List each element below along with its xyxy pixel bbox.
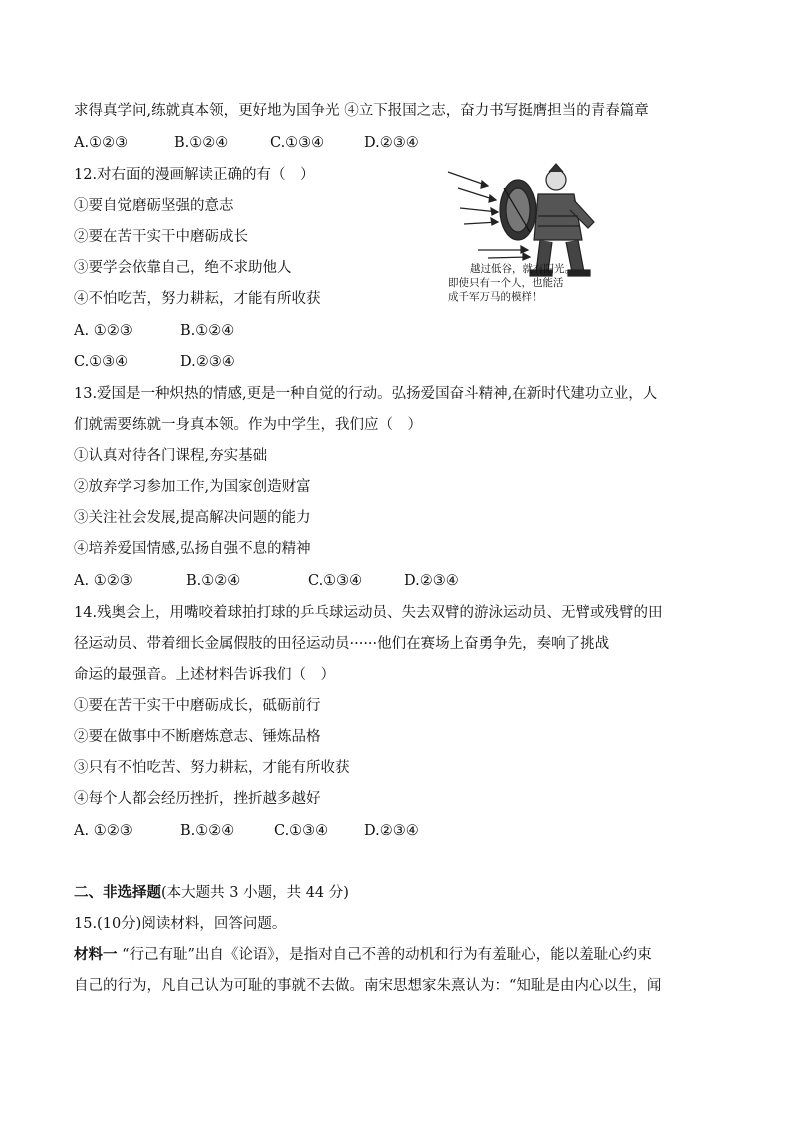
q14-stem: 14.残奥会上，用嘴咬着球拍打球的乒乓球运动员、失去双臂的游泳运动员、无臂或残臂的田 [74,605,663,621]
q14-stem: 径运动员、带着细长金属假肢的田径运动员······他们在赛场上奋勇争先，奏响了挑战 [74,636,610,652]
q13-option-c: C.①③④ [308,573,363,589]
q13-item: ①认真对待各门课程,夯实基础 [74,448,268,464]
q13-options [74,571,459,591]
q12-item: ①要自觉磨砺坚强的意志 [74,198,234,214]
q12-stem: 12.对右面的漫画解读正确的有（ ） [74,167,315,183]
q12-options-row1 [74,321,234,341]
q12-item: ④不怕吃苦，努力耕耘，才能有所收获 [74,291,321,307]
q14-options [74,821,419,841]
q14-item: ①要在苦干实干中磨砺成长，砥砺前行 [74,698,321,714]
q14-item: ②要在做事中不断磨炼意志、锤炼品格 [74,729,321,745]
q14-option-d: D.②③④ [364,823,419,839]
q13-stem: 13.爱国是一种炽热的情感,更是一种自觉的行动。弘扬爱国奋斗精神,在新时代建功立业，人 [74,386,658,402]
section-heading-title: 二、非选择题 [74,884,161,901]
q13-item: ②放弃学习参加工作,为国家创造财富 [74,479,311,495]
q12-item: ③要学会依靠自己，绝不求助他人 [74,260,292,276]
section-heading [74,883,349,903]
q13-item: ④培养爱国情感,弘扬自强不息的精神 [74,541,311,557]
q12-option-c: C.①③④ [74,354,129,370]
q11-option-b: B.①②④ [174,135,229,151]
q11-options [74,133,419,153]
q13-option-b: B.①②④ [186,573,241,589]
q14-option-c: C.①③④ [274,823,329,839]
q14-option-b: B.①②④ [180,823,235,839]
q12-option-b: B.①②④ [180,323,235,339]
q14-item: ③只有不怕吃苦、努力耕耘，才能有所收获 [74,760,350,776]
q13-option-d: D.②③④ [404,573,459,589]
q15-material-text: “行己有耻”出自《论语》，是指对自己不善的动机和行为有羞耻心，能以羞耻心约束 [117,947,652,963]
q15-material-line: 自己的行为，凡自己认为可耻的事就不去做。南宋思想家朱熹认为：“知耻是由内心以生，闻 [74,978,662,994]
q12-option-a: A. ①②③ [74,323,133,339]
q11-tail: 求得真学问,练就真本领，更好地为国争光 ④立下报国之志，奋力书写挺膺担当的青春篇章 [74,103,649,119]
q14-stem: 命运的最强音。上述材料告诉我们（ ） [74,667,335,683]
q12-option-d: D.②③④ [180,354,235,370]
q12-options-row2 [74,352,235,372]
q12-item: ②要在苦干实干中磨砺成长 [74,229,248,245]
q15-stem: 15.(10分)阅读材料，回答问题。 [74,916,287,932]
q14-option-a: A. ①②③ [74,823,133,839]
q11-option-c: C.①③④ [270,135,325,151]
q15-material-label: 材料一 [74,946,118,963]
q13-item: ③关注社会发展,提高解决问题的能力 [74,510,311,526]
q11-option-d: D.②③④ [364,135,419,151]
cartoon-caption-line: 成千军万马的模样！ [448,291,543,303]
q14-item: ④每个人都会经历挫折，挫折越多越好 [74,791,321,807]
q15-material-line [74,945,652,965]
section-heading-note: (本大题共 3 小题，共 44 分) [161,885,349,901]
cartoon-caption-line: 即使只有一个人，也能活 [448,277,564,289]
cartoon-caption-line: 越过低谷，就有阳光。 [470,263,575,275]
q11-option-a: A.①②③ [74,135,129,151]
q13-stem: 们就需要练就一身真本领。作为中学生，我们应（ ） [74,417,422,433]
q13-option-a: A. ①②③ [74,573,133,589]
